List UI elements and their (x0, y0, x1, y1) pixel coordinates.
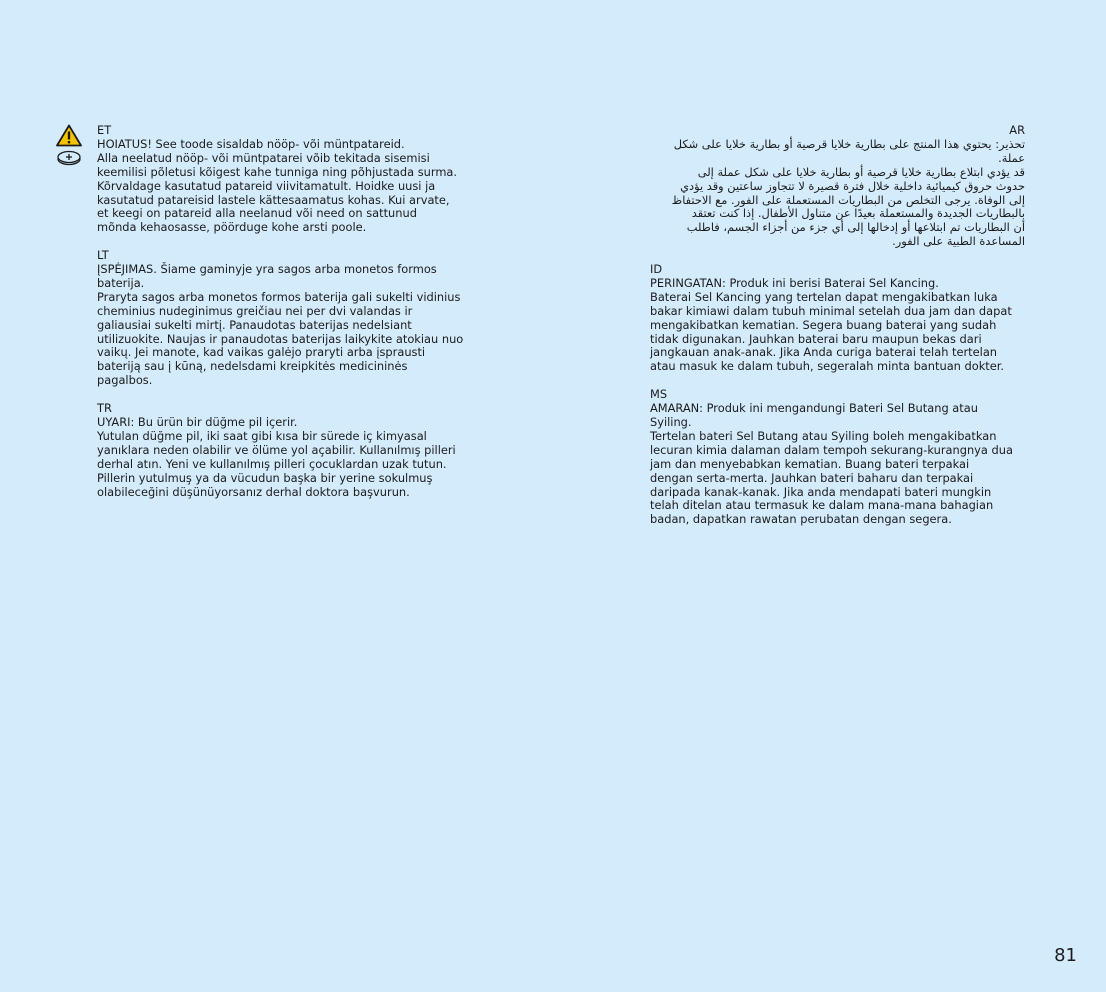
warning-section-tr (97, 402, 477, 499)
warning-section-ms (650, 388, 1025, 527)
warning-text: ĮSPĖJIMAS. Šiame gaminyje yra sagos arba monetos formos baterija. Praryta sagos arba monetos formos baterija gali sukelti vidinius cheminius nudeginimus greičiau nei per dvi valandas ir galiausiai sukelti mirtį. Panaudotas baterijas nedelsiant utilizuokite. Naujas ir panaudotas baterijas laikykite atokiau nuo vaikų. Jei manote, kad vaikas galėjo praryti arba įsprausti bateriją sau į kūną, nedelsdami kreipkitės medicininės pagalbos. (97, 262, 464, 388)
warning-text: AMARAN: Produk ini mengandungi Bateri Sel Butang atau Syiling. Tertelan bateri Sel Butang atau Syiling boleh mengakibatkan lecuran kimia dalaman dalam tempoh sekurang-kurangnya dua jam dan menyebabkan kematian. Buang bateri terpakai dengan serta-merta. Jauhkan bateri baharu dan terpakai daripada kanak-kanak. Jika anda mendapati bateri mungkin telah ditelan atau termasuk ke dalam mana-mana bahagian badan, dapatkan rawatan perubatan dengan segera. (650, 401, 1013, 527)
warning-section-id (650, 263, 1025, 374)
language-code: ET (97, 123, 112, 137)
page-number: 81 (1054, 945, 1077, 966)
warning-icons (56, 124, 82, 166)
warning-text: تحذير: يحتوي هذا المنتج على بطارية خلايا قرصية أو بطارية خلايا على شكل عملة. قد يؤدي ابتلاع بطارية خلايا قرصية أو بطارية خلايا على شكل عملة إلى حدوث حروق كيميائية داخلية خلال فترة قصيرة لا تتجاوز ساعتين وقد يؤدي إلى الوفاة. يرجى التخلص من البطاريات المستعملة على الفور. مع الاحتفاظ بالبطاريات الجديدة والمستعملة بعيدًا عن متناول الأطفال. إذا كنت تعتقد أن البطاريات تم ابتلاعها أو إدخالها إلى أي جزء من أجزاء الجسم، فاطلب المساعدة الطبية على الفور. (671, 136, 1025, 249)
warning-text: PERINGATAN: Produk ini berisi Baterai Sel Kancing. Baterai Sel Kancing yang tertelan dapat mengakibatkan luka bakar kimiawi dalam tubuh minimal setelah dua jam dan dapat mengakibatkan kematian. Segera buang baterai yang sudah tidak digunakan. Jauhkan baterai baru maupun bekas dari jangkauan anak-anak. Jika Anda curiga baterai telah tertelan atau masuk ke dalam tubuh, segeralah minta bantuan dokter. (650, 275, 1012, 374)
language-code: ID (650, 262, 663, 277)
language-code: TR (97, 401, 112, 416)
warning-section-lt (97, 249, 477, 388)
warning-text: HOIATUS! See toode sisaldab nööp- või müntpatareid. Alla neelatud nööp- või müntpatarei võib tekitada sisemisi keemilisi põletusi kõigest kahe tunniga ning põhjustada surma. Kõrvaldage kasutatud patareid viivitamatult. Hoidke uusi ja kasutatud patareisid lastele kättesaamatus kohas. Kui arvate, et keegi on patareid alla neelanud või need on sattunud mõnda kehaosasse, pöörduge kohe arsti poole. (97, 136, 458, 235)
coin-battery-icon (56, 150, 82, 166)
right-column (650, 124, 1025, 541)
warning-section-et (97, 124, 477, 235)
warning-triangle-icon (56, 124, 82, 147)
warning-section-ar (650, 124, 1025, 249)
left-column (97, 124, 477, 513)
language-code: MS (650, 387, 668, 402)
language-code: LT (97, 248, 109, 263)
warning-text: UYARI: Bu ürün bir düğme pil içerir. Yutulan düğme pil, iki saat gibi kısa bir sürede iç kimyasal yanıklara neden olabilir ve ölüme yol açabilir. Kullanılmış pilleri derhal atın. Yeni ve kullanılmış pilleri çocuklardan uzak tutun. Pillerin yutulmuş ya da vücudun başka bir yerine sokulmuş olabileceğini düşünüyorsanız derhal doktora başvurun. (97, 415, 456, 499)
language-code: AR (1009, 123, 1025, 137)
